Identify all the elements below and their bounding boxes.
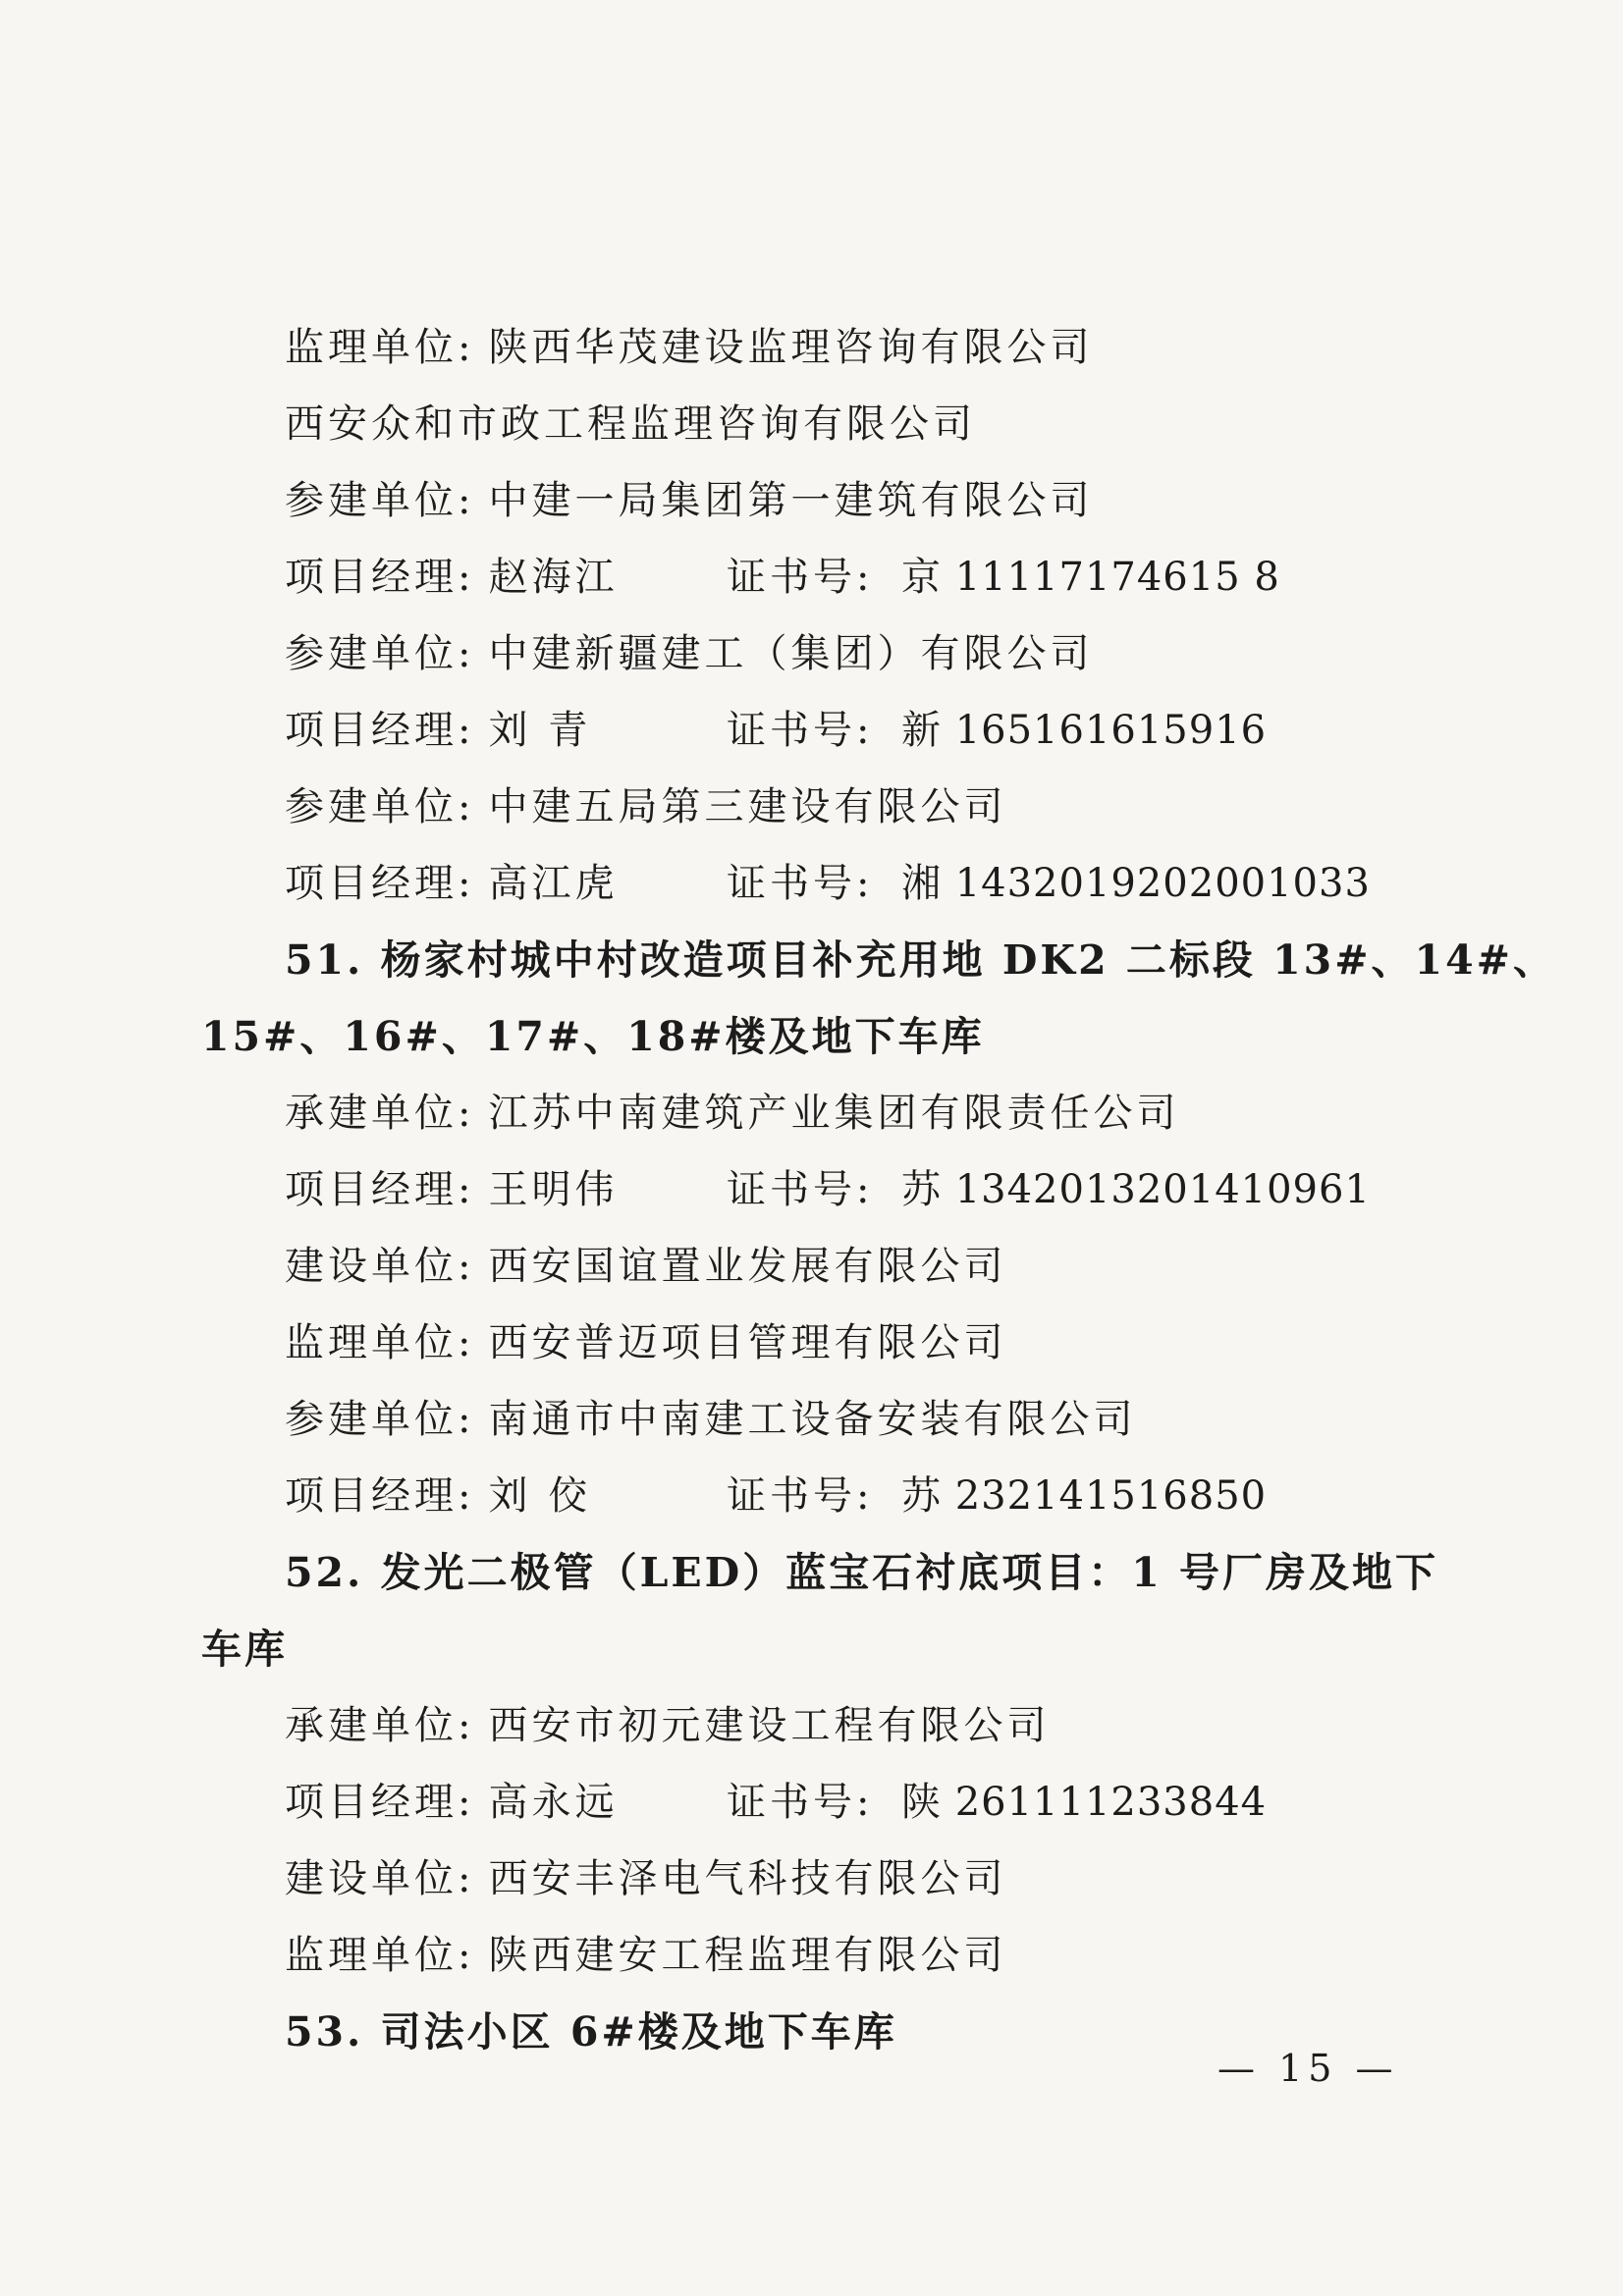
cert-number: 新 165161615916 [901, 708, 1268, 753]
line-label: 项目经理: [285, 861, 475, 906]
cert-label: 证书号: [727, 861, 874, 906]
construction-unit-line [285, 1841, 1006, 1917]
cert-number: 陕 261111233844 [901, 1780, 1268, 1825]
cert-label: 证书号: [727, 708, 874, 753]
cert-number: 京 11117174615 8 [901, 555, 1280, 600]
line-label: 承建单位: [285, 1091, 475, 1136]
line-value: 陕西建安工程监理有限公司 [488, 1933, 1007, 1978]
project-52-title: 52. 发光二极管（LED）蓝宝石衬底项目：1 号厂房及地下 [285, 1549, 1439, 1596]
line-label: 建设单位: [285, 1856, 475, 1901]
project-manager-line [285, 1151, 1371, 1228]
line-value: 中建一局集团第一建筑有限公司 [488, 478, 1094, 523]
manager-name: 高永远 [488, 1780, 619, 1825]
cert-label: 证书号: [727, 1167, 874, 1212]
cert-number: 苏 1342013201410961 [901, 1167, 1371, 1212]
supervision-unit-continuation-line [285, 386, 976, 462]
line-label: 承建单位: [285, 1703, 475, 1748]
line-value: 西安丰泽电气科技有限公司 [488, 1856, 1007, 1901]
project-manager-line [285, 1458, 1268, 1534]
line-value: 中建五局第三建设有限公司 [488, 784, 1007, 829]
line-label: 项目经理: [285, 708, 475, 753]
manager-name: 赵海江 [488, 555, 619, 600]
line-value: 南通市中南建工设备安装有限公司 [488, 1397, 1137, 1442]
supervision-unit-line [285, 1917, 1006, 1994]
line-value: 陕西华茂建设监理咨询有限公司 [488, 325, 1094, 370]
line-label: 项目经理: [285, 1473, 475, 1519]
cert-label: 证书号: [727, 555, 874, 600]
construction-unit-line [285, 1228, 1006, 1305]
manager-name: 王明伟 [488, 1167, 619, 1212]
project-53-title: 53. 司法小区 6#楼及地下车库 [285, 2008, 897, 2056]
line-label: 监理单位: [285, 1933, 475, 1978]
project-manager-line [285, 1764, 1268, 1841]
line-value: 西安国谊置业发展有限公司 [488, 1244, 1007, 1289]
participating-unit-line [285, 462, 1093, 539]
line-value: 西安普迈项目管理有限公司 [488, 1320, 1007, 1365]
participating-unit-line [285, 769, 1006, 845]
line-label: 参建单位: [285, 1397, 475, 1442]
cert-number: 湘 1432019202001033 [901, 861, 1371, 906]
line-label: 参建单位: [285, 784, 475, 829]
supervision-unit-line [285, 309, 1093, 386]
line-value: 西安市初元建设工程有限公司 [488, 1703, 1051, 1748]
line-value: 西安众和市政工程监理咨询有限公司 [285, 401, 976, 447]
contractor-unit-line [285, 1687, 1050, 1764]
project-manager-line [285, 539, 1280, 615]
project-manager-line [285, 692, 1268, 769]
project-51-title: 51. 杨家村城中村改造项目补充用地 DK2 二标段 13#、14#、 [285, 936, 1556, 984]
line-label: 项目经理: [285, 555, 475, 600]
line-label: 监理单位: [285, 1320, 475, 1365]
line-label: 项目经理: [285, 1780, 475, 1825]
supervision-unit-line [285, 1305, 1006, 1381]
line-label: 监理单位: [285, 325, 475, 370]
project-52-title-continued: 车库 [201, 1626, 288, 1673]
line-label: 建设单位: [285, 1244, 475, 1289]
cert-label: 证书号: [727, 1473, 874, 1519]
cert-number: 苏 232141516850 [901, 1473, 1268, 1519]
line-label: 参建单位: [285, 631, 475, 676]
line-label: 参建单位: [285, 478, 475, 523]
manager-name: 刘 佼 [488, 1473, 592, 1519]
contractor-unit-line [285, 1075, 1179, 1151]
page-number: — 15 — [1217, 2047, 1399, 2090]
line-value: 中建新疆建工（集团）有限公司 [488, 631, 1094, 676]
manager-name: 高江虎 [488, 861, 619, 906]
participating-unit-line [285, 1381, 1136, 1458]
line-label: 项目经理: [285, 1167, 475, 1212]
manager-name: 刘 青 [488, 708, 592, 753]
cert-label: 证书号: [727, 1780, 874, 1825]
project-51-title-continued: 15#、16#、17#、18#楼及地下车库 [201, 1013, 985, 1060]
project-manager-line [285, 845, 1371, 922]
participating-unit-line [285, 615, 1093, 692]
line-value: 江苏中南建筑产业集团有限责任公司 [488, 1091, 1180, 1136]
